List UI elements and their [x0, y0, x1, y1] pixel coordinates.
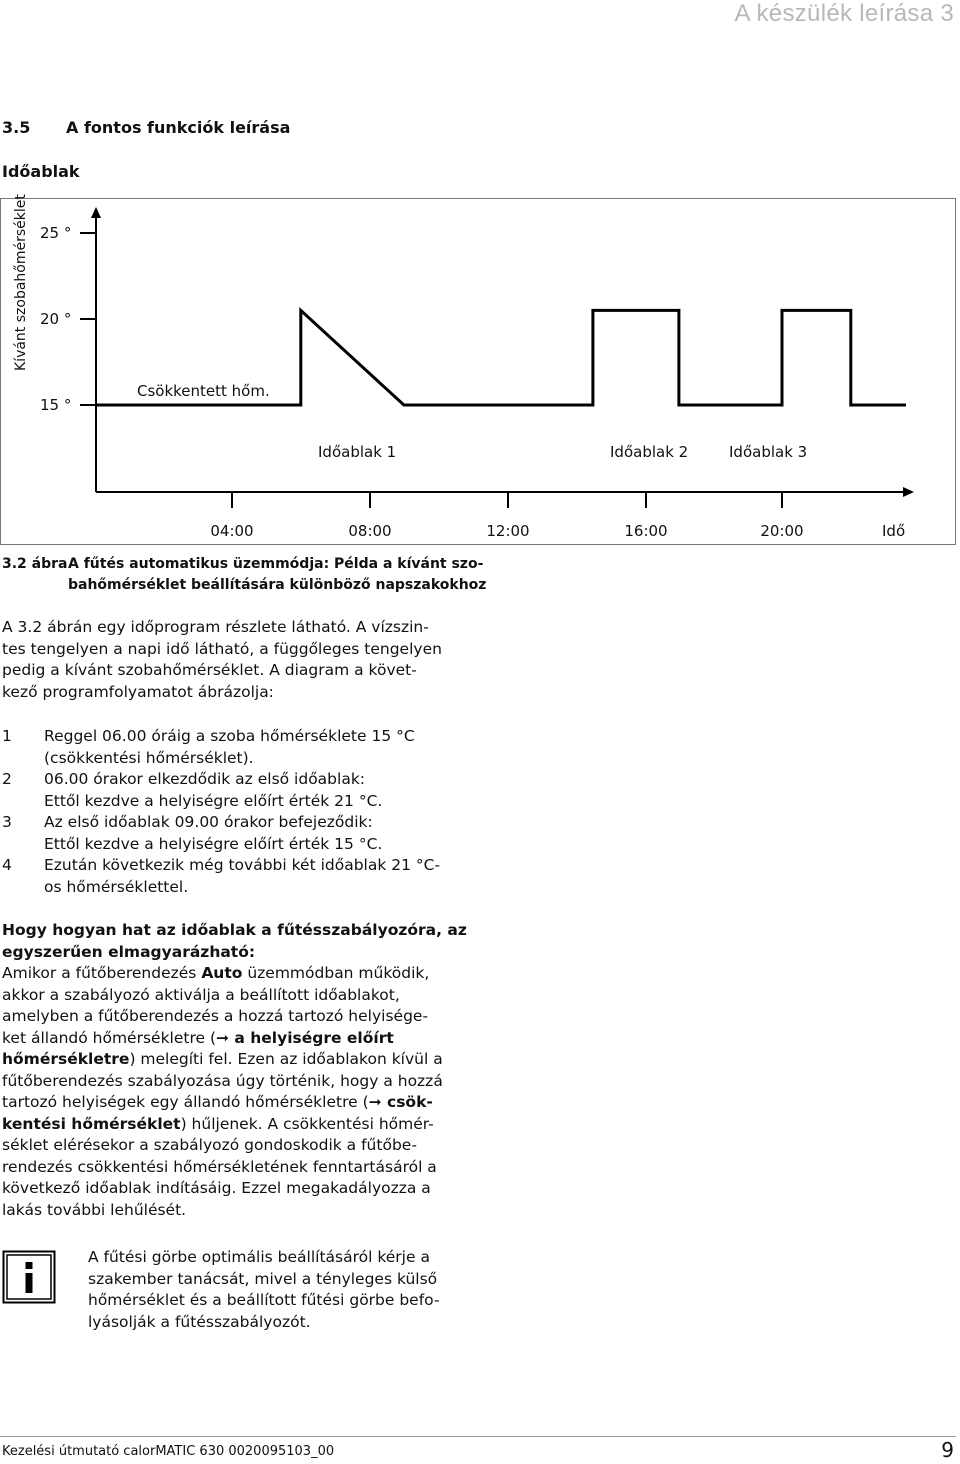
info-line: szakember tanácsát, mivel a tényleges külső: [88, 1269, 438, 1288]
footer-document-id: Kezelési útmutató calorMATIC 630 0020095103_00: [2, 1444, 335, 1459]
footer-divider: [0, 1436, 956, 1437]
section-title: A fontos funkciók leírása: [66, 118, 291, 137]
x-tick-label: 08:00: [348, 522, 392, 540]
list-item-line: Ettől kezdve a helyiségre előírt érték 15 °C.: [44, 834, 383, 853]
intro-line: kező programfolyamatot ábrázolja:: [2, 682, 274, 701]
list-item-number: 1: [2, 727, 12, 745]
page-header-title: A készülék leírása 3: [734, 0, 954, 27]
figure-caption: [2, 554, 486, 596]
cross-reference-link[interactable]: ➞ a helyiségre előírt: [216, 1028, 394, 1047]
text-span: ket állandó hőmérsékletre (: [2, 1028, 217, 1047]
y-tick-label: 20 °: [40, 310, 72, 328]
x-axis-label: Idő: [882, 522, 906, 540]
info-line: hőmérséklet és a beállított fűtési görbe befo-: [88, 1291, 440, 1309]
text-span: Amikor a fűtőberendezés: [2, 964, 202, 982]
cross-reference-link[interactable]: hőmérsékletre: [2, 1050, 130, 1068]
y-tick-label: 15 °: [40, 396, 72, 414]
list-item-line: Ezután következik még további két időablak 21 °C-: [44, 856, 441, 874]
x-tick-label: 16:00: [624, 522, 668, 540]
annotation-window-1: Időablak 1: [318, 443, 397, 461]
list-item-number: 3: [2, 813, 12, 831]
page-number: 9: [941, 1438, 954, 1462]
subsection-title: Időablak: [2, 162, 80, 181]
annotation-window-3: Időablak 3: [729, 443, 808, 461]
x-tick-label: 20:00: [760, 522, 804, 540]
cross-reference-link[interactable]: ➞ csök-: [368, 1093, 433, 1111]
list-item-line: os hőmérséklettel.: [44, 877, 189, 896]
explanation-heading-line: egyszerűen elmagyarázható:: [2, 942, 256, 961]
list-item: [2, 726, 472, 769]
text-span: tartozó helyiségek egy állandó hőmérsékletre (: [2, 1093, 369, 1111]
caption-line-1: A fűtés automatikus üzemmódja: Példa a kívánt szo-: [68, 556, 484, 572]
text-line: rendezés csökkentési hőmérsékletének fenntartásáról a: [2, 1157, 437, 1176]
intro-line: A 3.2 ábrán egy időprogram részlete látható. A vízszin-: [2, 618, 429, 636]
text-line: séklet elérésekor a szabályozó gondoskodik a fűtőbe-: [2, 1136, 417, 1154]
text-line: következő időablak indításáig. Ezzel megakadályozza a: [2, 1179, 431, 1197]
cross-reference-link[interactable]: kentési hőmérséklet: [2, 1114, 181, 1133]
info-line: A fűtési görbe optimális beállításáról kérje a: [88, 1248, 430, 1266]
info-note: [88, 1247, 468, 1333]
y-tick-label: 25 °: [40, 224, 72, 242]
list-item-line: Ettől kezdve a helyiségre előírt érték 21 °C.: [44, 791, 383, 810]
list-item: [2, 855, 472, 898]
list-item: [2, 769, 472, 812]
text-line: fűtőberendezés szabályozása úgy történik, hogy a hozzá: [2, 1071, 443, 1090]
text-line: lakás további lehűlését.: [2, 1200, 187, 1219]
x-tick-label: 04:00: [210, 522, 254, 540]
list-item-line: Reggel 06.00 óráig a szoba hőmérséklete 15 °C: [44, 727, 415, 745]
steps-list: [2, 726, 472, 898]
list-item-line: 06.00 órakor elkezdődik az első időablak:: [44, 770, 366, 788]
caption-label: 3.2 ábra: [2, 556, 68, 572]
x-tick-label: 12:00: [486, 522, 530, 540]
intro-paragraph: [2, 617, 472, 703]
intro-line: tes tengelyen a napi idő látható, a függőleges tengelyen: [2, 639, 442, 658]
info-icon: [2, 1250, 56, 1304]
text-span: üzemmódban működik,: [242, 964, 430, 982]
text-line: amelyben a fűtőberendezés a hozzá tartozó helyisége-: [2, 1007, 429, 1025]
text-span: ) melegíti fel. Ezen az időablakon kívül a: [129, 1050, 443, 1068]
list-item-line: (csökkentési hőmérséklet).: [44, 748, 254, 767]
explanation-block: [2, 920, 472, 1221]
list-item-number: 4: [2, 856, 12, 874]
list-item-line: Az első időablak 09.00 órakor befejeződik:: [44, 813, 373, 831]
y-axis-arrow: [91, 207, 101, 218]
text-span: ) hűljenek. A csökkentési hőmér-: [180, 1114, 434, 1133]
explanation-heading-line: Hogy hogyan hat az időablak a fűtésszabályozóra, az: [2, 921, 467, 939]
temperature-chart: [0, 0, 960, 560]
y-axis-label: Kívánt szobahőmérséklet: [13, 194, 29, 371]
x-axis-arrow: [903, 487, 914, 497]
auto-mode-term: Auto: [201, 964, 243, 982]
annotation-window-2: Időablak 2: [610, 443, 689, 461]
info-line: lyásolják a fűtésszabályozót.: [88, 1312, 311, 1331]
section-number: 3.5: [2, 118, 31, 137]
list-item: [2, 812, 472, 855]
caption-line-2: bahőmérséklet beállítására különböző napszakokhoz: [68, 577, 487, 593]
text-line: akkor a szabályozó aktiválja a beállított időablakot,: [2, 985, 400, 1004]
annotation-reduced-temp: Csökkentett hőm.: [137, 382, 270, 400]
intro-line: pedig a kívánt szobahőmérséklet. A diagram a követ-: [2, 661, 417, 679]
list-item-number: 2: [2, 770, 12, 788]
